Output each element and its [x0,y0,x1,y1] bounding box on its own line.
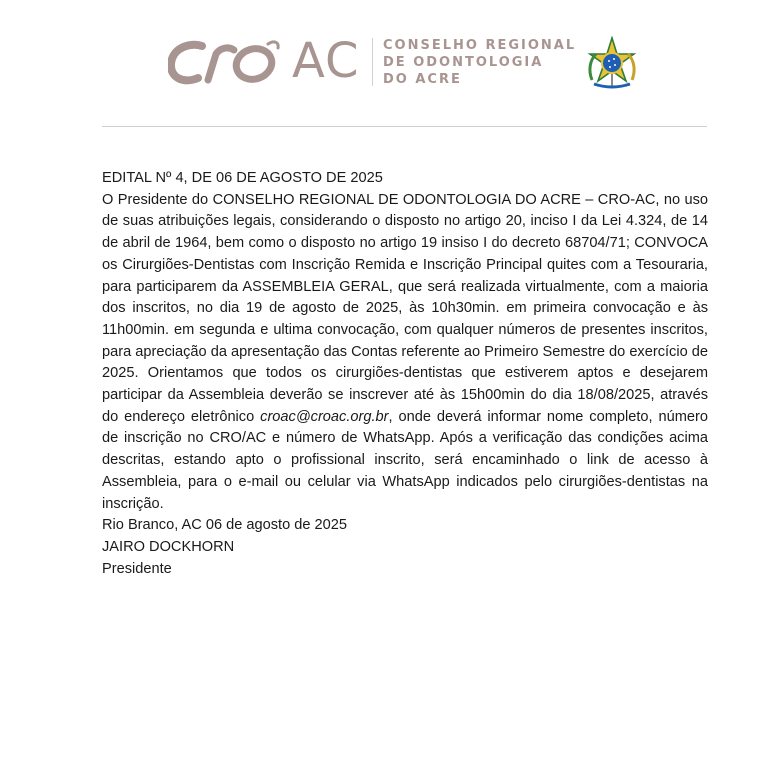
logo-suffix: AC [292,33,360,89]
letterhead [0,0,772,110]
organization-name-line-1: CONSELHO REGIONAL [383,38,577,53]
organization-name [383,37,576,88]
body-text-part-1: O Presidente do CONSELHO REGIONAL DE ODONTOLOGIA DO ACRE – CRO-AC, no uso de suas atribuições legais, considerando o disposto no artigo 20, inciso I da Lei 4.324, de 14 de abril de 1964, bem como o disposto no artigo 19 insiso I do decreto 68704/71; CONVOCA os Cirurgiões-Dentistas com Inscrição Remida e Inscrição Principal quites com a Tesouraria, para participarem da ASSEMBLEIA GERAL, que será realizada virtualmente, com a maioria dos inscritos, no dia 19 de agosto de 2025, às 10h30min. em primeira convocação e às 11h00min. em segunda e ultima convocação, com qualquer números de presentes inscritos, para apreciação da apresentação das Contas referente ao Primeiro Semestre do exercício de 2025. Orientamos que todos os cirurgiões-dentistas que estiverem aptos e desejarem participar da Assembleia deverão se inscrever até às 15h00min do dia 18/08/2025, através do endereço eletrônico [102,191,708,425]
organization-name-line-3: DO ACRE [383,72,462,87]
signatory-name: JAIRO DOCKHORN [102,538,235,555]
document-body [102,190,708,516]
cro-logo-icon [168,36,280,88]
document-title: EDITAL Nº 4, DE 06 DE AGOSTO DE 2025 [102,170,383,186]
header-separator [102,126,707,127]
edital-document [102,168,708,580]
brazil-coat-of-arms-icon [584,36,640,92]
body-text-part-2: , onde deverá informar nome completo, número de inscrição no CRO/AC e número de WhatsApp. Após a verificação das condições acima descritas, estando apto o profissional inscrito, será encaminhado o link de acesso à Assembleia, para o e-mail ou celular via WhatsApp indicados pelo cirurgiões-dentistas na inscrição. [102,408,708,512]
signatory-role: Presidente [102,560,172,577]
logo-divider [372,38,373,86]
place-and-date: Rio Branco, AC 06 de agosto de 2025 [102,517,348,534]
contact-email: croac@croac.org.br [260,408,389,425]
organization-name-line-2: DE ODONTOLOGIA [383,55,544,70]
